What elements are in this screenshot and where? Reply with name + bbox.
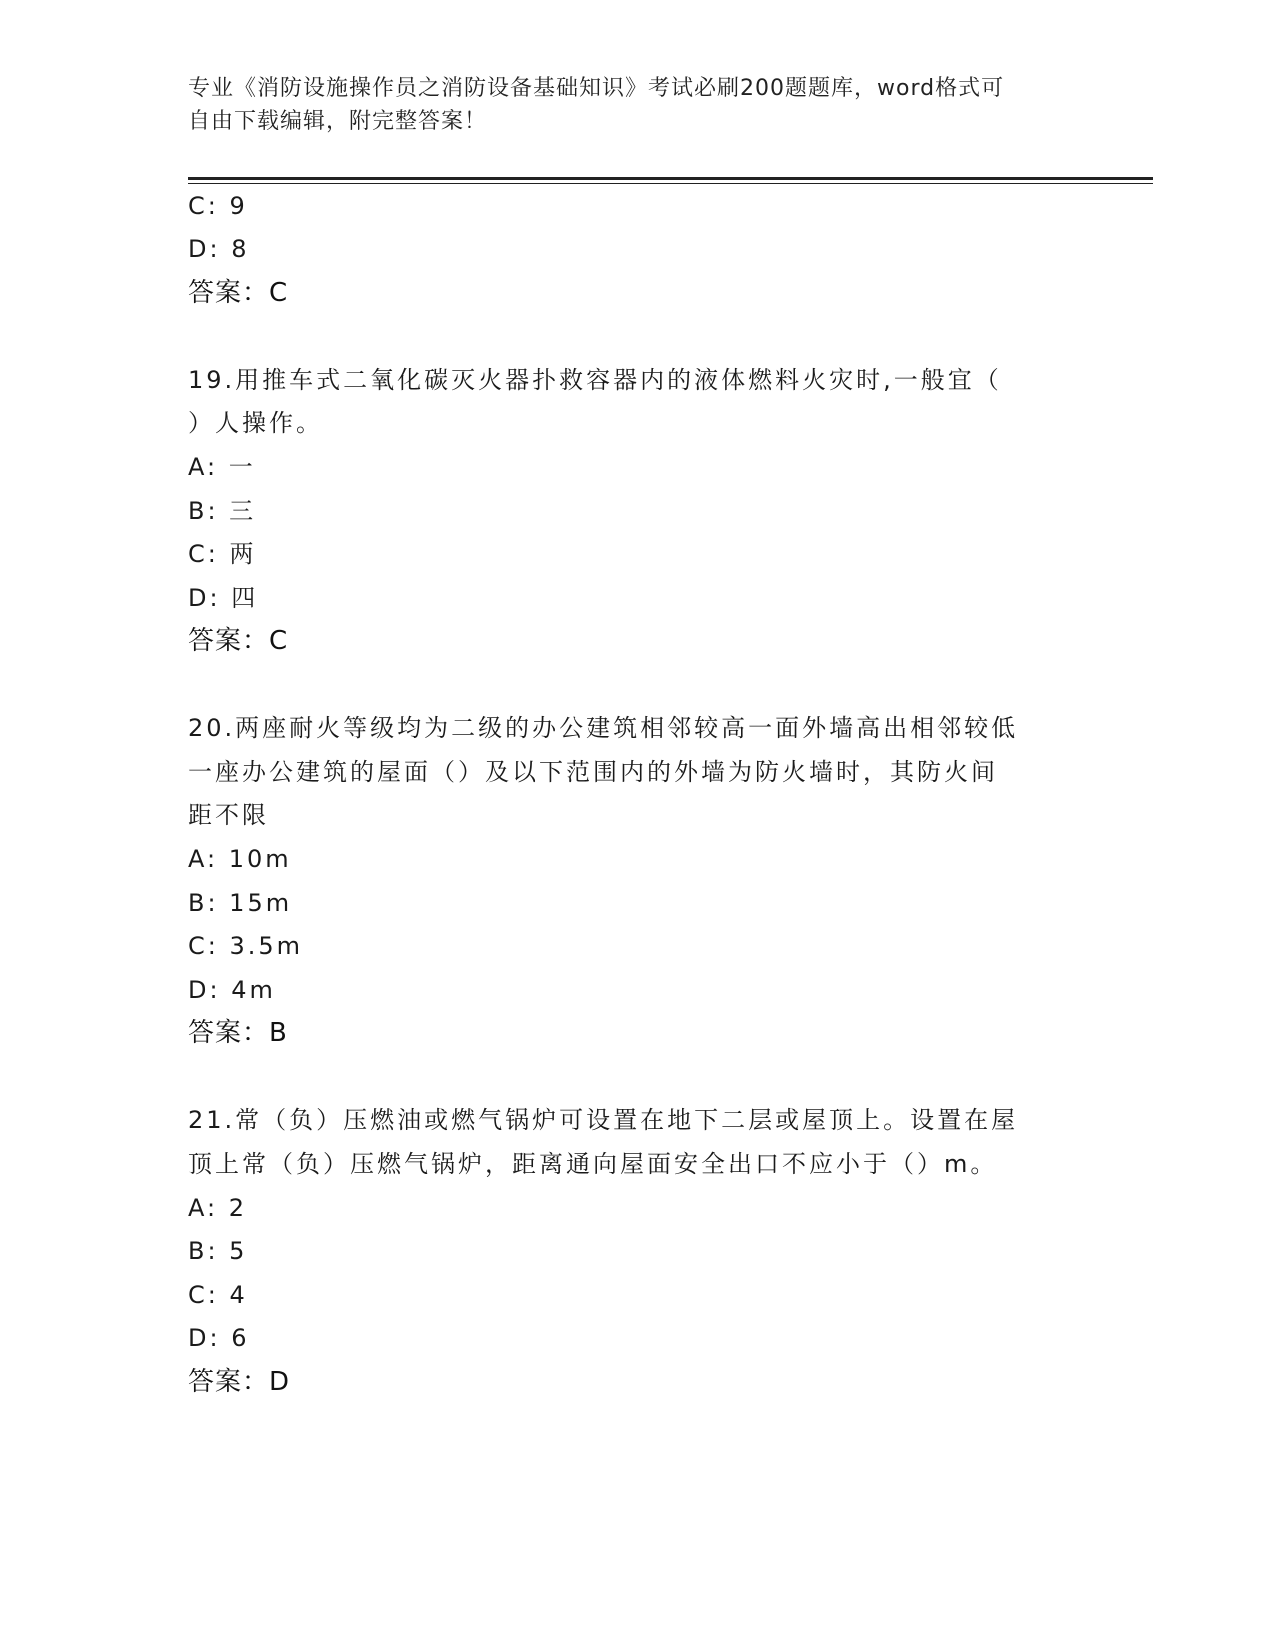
question-20-stem-line-1: 20.两座耐火等级均为二级的办公建筑相邻较高一面外墙高出相邻较低 — [188, 714, 1019, 742]
question-21-answer: 答案：D — [188, 1367, 291, 1397]
question-21-option-c: C: 4 — [188, 1281, 248, 1309]
question-19-answer: 答案：C — [188, 626, 289, 656]
question-21-option-a: A: 2 — [188, 1194, 247, 1222]
question-21-stem-line-1: 21.常（负）压燃油或燃气锅炉可设置在地下二层或屋顶上。设置在屋 — [188, 1106, 1019, 1134]
question-19-stem-line-2: ）人操作。 — [188, 409, 323, 437]
question-20-answer: 答案：B — [188, 1018, 288, 1048]
question-20-option-c: C: 3.5m — [188, 932, 304, 960]
question-20-stem-line-2: 一座办公建筑的屋面（）及以下范围内的外墙为防火墙时，其防火间 — [188, 758, 998, 786]
header-rule-thick — [188, 177, 1153, 180]
question-19-option-a: A: 一 — [188, 453, 256, 481]
header-title-line-1: 专业《消防设施操作员之消防设备基础知识》考试必刷200题题库，word格式可 — [188, 76, 1005, 101]
question-19-option-c: C: 两 — [188, 540, 257, 568]
question-19-option-b: B: 三 — [188, 497, 257, 525]
answer-line: 答案：C — [188, 278, 289, 308]
option-c: C: 9 — [188, 192, 248, 220]
header-title-line-2: 自由下载编辑，附完整答案！ — [188, 109, 488, 134]
question-21-stem-line-2: 顶上常（负）压燃气锅炉，距离通向屋面安全出口不应小于（）m。 — [188, 1150, 998, 1178]
question-20-option-b: B: 15m — [188, 889, 293, 917]
question-19-option-d: D: 四 — [188, 584, 259, 612]
header-rule-thin — [188, 183, 1153, 184]
question-19-stem-line-1: 19.用推车式二氧化碳灭火器扑救容器内的液体燃料火灾时,一般宜（ — [188, 366, 1002, 394]
question-20-stem-line-3: 距不限 — [188, 801, 269, 829]
question-21-option-b: B: 5 — [188, 1237, 248, 1265]
option-d: D: 8 — [188, 235, 250, 263]
document-header — [188, 72, 1068, 138]
question-20-option-d: D: 4m — [188, 976, 276, 1004]
question-21-option-d: D: 6 — [188, 1324, 250, 1352]
question-20-option-a: A: 10m — [188, 845, 292, 873]
